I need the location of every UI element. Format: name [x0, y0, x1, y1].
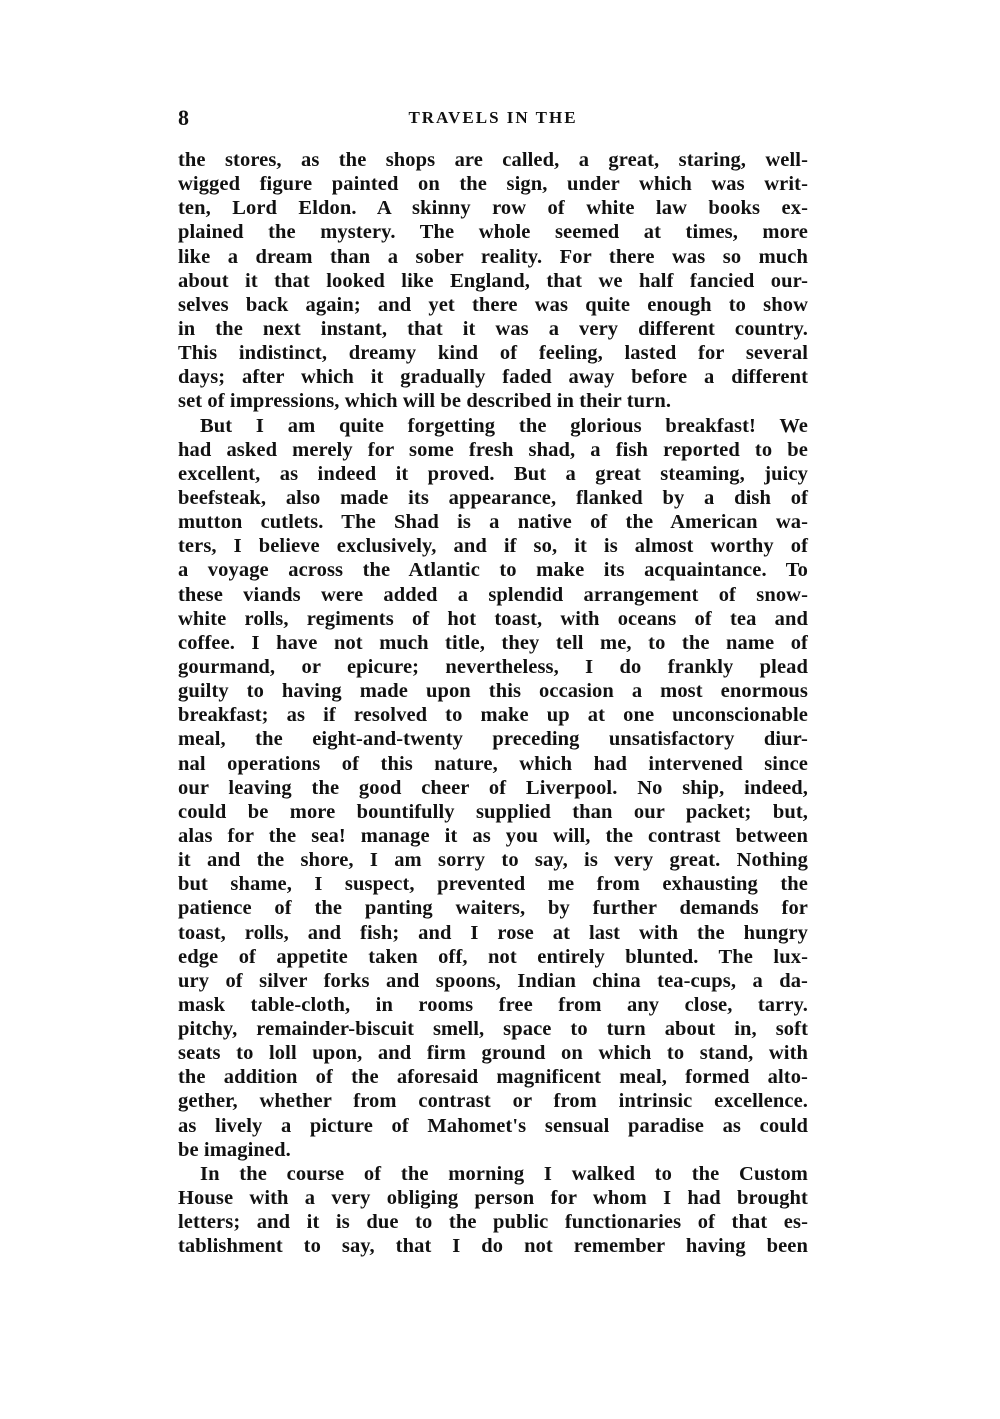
text-line: our leaving the good cheer of Liverpool. No ship, indeed, — [178, 776, 808, 799]
text-line: toast, rolls, and fish; and I rose at last with the hungry — [178, 921, 808, 944]
text-line: as lively a picture of Mahomet's sensual paradise as could — [178, 1114, 808, 1137]
text-line: these viands were added a splendid arrangement of snow- — [178, 583, 808, 606]
text-line: plained the mystery. The whole seemed at times, more — [178, 221, 808, 244]
text-line: gourmand, or epicure; nevertheless, I do frankly plead — [178, 655, 808, 678]
text-line: selves back again; and yet there was quite enough to show — [178, 293, 808, 316]
text-line: in the next instant, that it was a very different country. — [178, 317, 808, 340]
text-line: meal, the eight-and-twenty preceding unsatisfactory diur- — [178, 728, 808, 751]
text-line: could be more bountifully supplied than our packet; but, — [178, 800, 808, 823]
text-line: guilty to having made upon this occasion a most enormous — [178, 680, 808, 703]
text-line: edge of appetite taken off, not entirely blunted. The lux- — [178, 945, 808, 968]
text-line: ten, Lord Eldon. A skinny row of white law books ex- — [178, 197, 808, 220]
text-line: coffee. I have not much title, they tell me, to the name of — [178, 631, 808, 654]
text-line: In the course of the morning I walked to the Custom — [200, 1162, 808, 1185]
text-line: nal operations of this nature, which had intervened since — [178, 752, 808, 775]
text-line: mutton cutlets. The Shad is a native of the American wa- — [178, 511, 808, 534]
text-line: ters, I believe exclusively, and if so, it is almost worthy of — [178, 535, 808, 558]
running-title: TRAVELS IN THE — [408, 108, 578, 127]
text-line: alas for the sea! manage it as you will, the contrast between — [178, 824, 808, 847]
text-line: wigged figure painted on the sign, under which was writ- — [178, 173, 808, 196]
text-line: tablishment to say, that I do not remember having been — [178, 1235, 808, 1258]
text-line: patience of the panting waiters, by further demands for — [178, 897, 808, 920]
text-line: This indistinct, dreamy kind of feeling, lasted for several — [178, 342, 808, 365]
text-line: about it that looked like England, that we half fancied our- — [178, 269, 808, 292]
text-line: white rolls, regiments of hot toast, with oceans of tea and — [178, 607, 808, 630]
text-line: beefsteak, also made its appearance, flanked by a dish of — [178, 486, 808, 509]
text-line: a voyage across the Atlantic to make its acquaintance. To — [178, 559, 808, 582]
text-line: set of impressions, which will be described in their turn. — [178, 390, 672, 413]
text-line: but shame, I suspect, prevented me from exhausting the — [178, 873, 808, 896]
running-head — [178, 103, 808, 133]
text-line: House with a very obliging person for whom I had brought — [178, 1187, 808, 1210]
text-line: days; after which it gradually faded away before a different — [178, 366, 808, 389]
text-line: letters; and it is due to the public functionaries of that es- — [178, 1211, 808, 1234]
text-line: breakfast; as if resolved to make up at one unconscionable — [178, 704, 808, 727]
text-line: seats to loll upon, and firm ground on which to stand, with — [178, 1042, 808, 1065]
body-text — [178, 148, 808, 1258]
text-line: it and the shore, I am sorry to say, is very great. Nothing — [178, 849, 808, 872]
text-line: excellent, as indeed it proved. But a great steaming, juicy — [178, 462, 808, 485]
text-line: the stores, as the shops are called, a great, staring, well- — [178, 149, 808, 171]
page-number: 8 — [178, 105, 189, 130]
text-line: like a dream than a sober reality. For there was so much — [178, 245, 808, 268]
text-line: mask table-cloth, in rooms free from any close, tarry. — [178, 993, 808, 1016]
text-line: had asked merely for some fresh shad, a fish reported to be — [178, 438, 808, 461]
text-line: gether, whether from contrast or from intrinsic excellence. — [178, 1090, 808, 1113]
text-line: pitchy, remainder-biscuit smell, space to turn about in, soft — [178, 1018, 808, 1041]
text-line: ury of silver forks and spoons, Indian china tea-cups, a da- — [178, 969, 808, 992]
text-line: But I am quite forgetting the glorious breakfast! We — [200, 414, 808, 437]
text-line: be imagined. — [178, 1138, 291, 1161]
text-line: the addition of the aforesaid magnificent meal, formed alto- — [178, 1066, 808, 1089]
